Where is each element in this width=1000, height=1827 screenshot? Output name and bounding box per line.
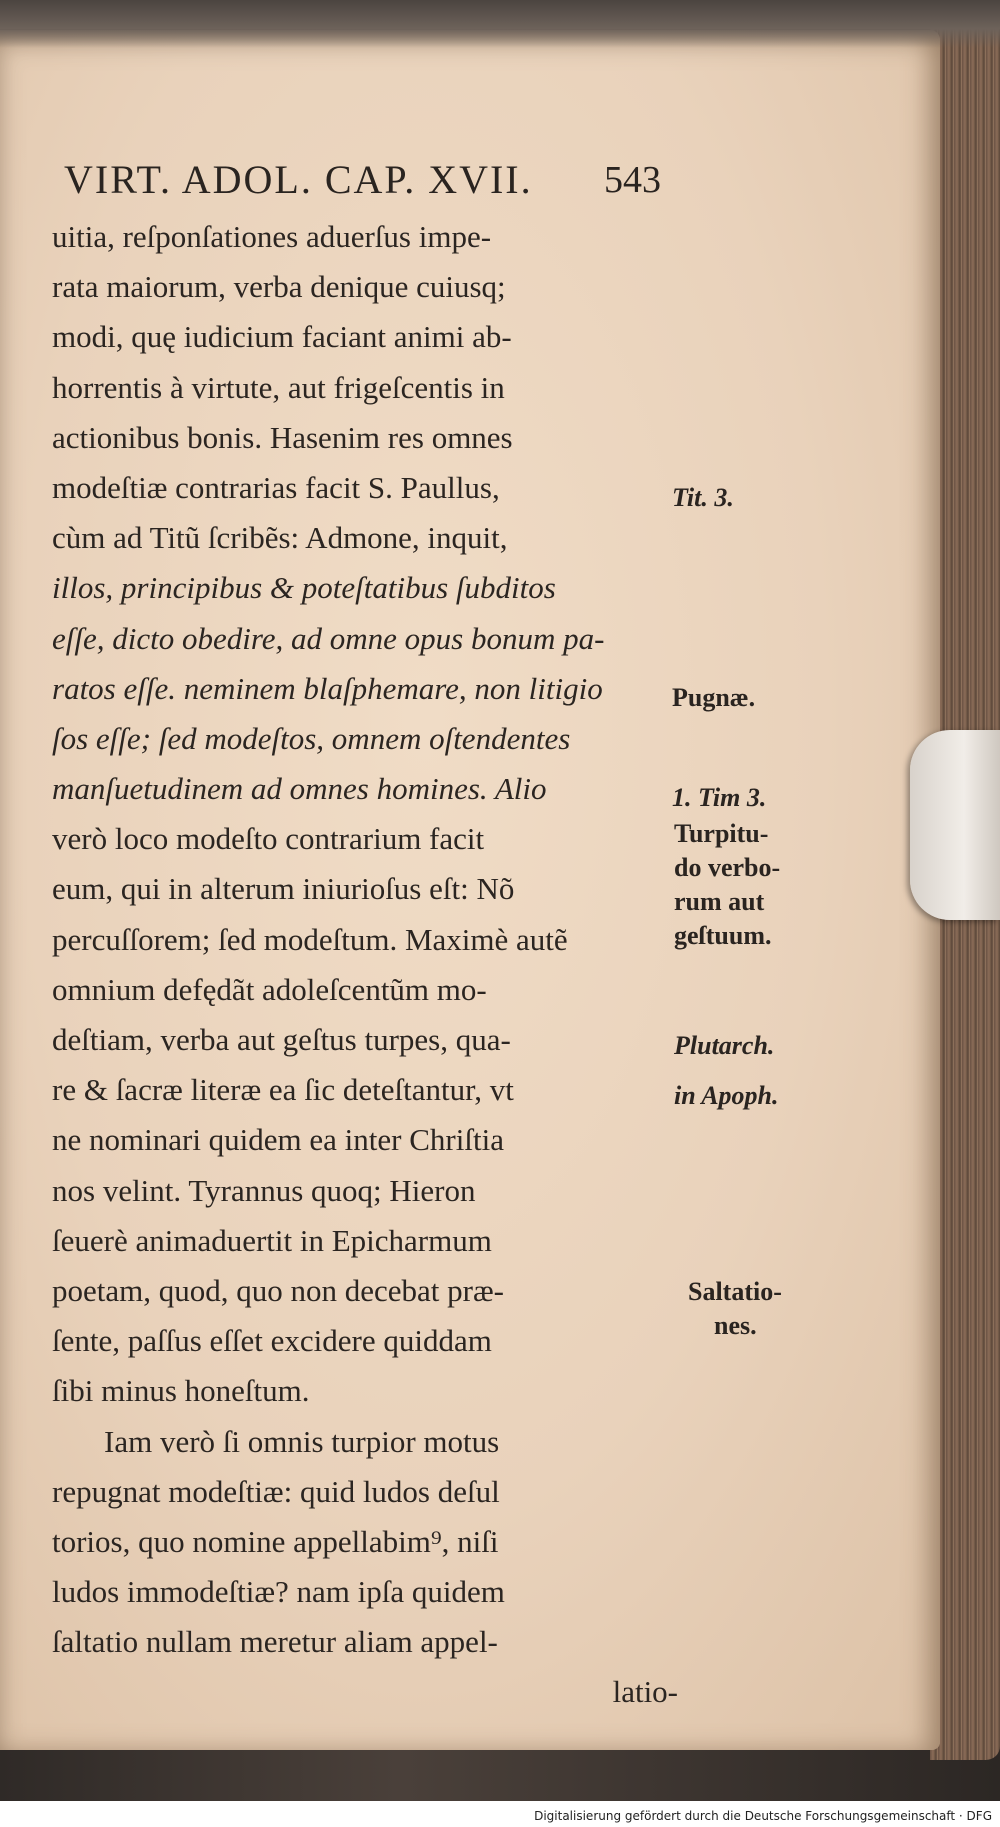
text-line: illos, principibus & poteſtatibus ſubditos (52, 570, 556, 606)
text-line: torios, quo nomine appellabim⁹, niſi (52, 1523, 499, 1559)
text-line: ne nominari quidem ea inter Chriſtia (52, 1122, 504, 1158)
text-line: horrentis à virtute, aut frigeſcentis in (52, 369, 505, 405)
marginal-note-turpitudo: rum aut (674, 887, 765, 916)
text-line: percuſſorem; ſed modeſtum. Maximè autẽ (52, 921, 568, 957)
page-clip-tab (910, 730, 1000, 920)
credit-text: Digitalisierung gefördert durch die Deutsche Forschungsgemeinschaft · DFG (534, 1809, 992, 1823)
text-line: verò loco modeſto contrarium facit (52, 821, 485, 857)
marginal-note-plutarch: in Apoph. (674, 1081, 779, 1110)
text-line: manſuetudinem ad omnes homines. Alio (52, 771, 547, 807)
text-line: omnium defędãt adoleſcentũm mo- (52, 971, 487, 1007)
text-line: ſibi minus honeſtum. (52, 1373, 310, 1409)
catchword: latio- (612, 1674, 678, 1710)
page-number: 543 (604, 159, 661, 201)
text-line: cùm ad Titũ ſcribẽs: Admone, inquit, (52, 520, 508, 556)
main-text (52, 212, 692, 1718)
marginal-note-tit: Tit. 3. (672, 483, 734, 512)
marginal-note-saltationes: nes. (714, 1311, 757, 1340)
marginal-note-saltationes: Saltatio- (688, 1277, 782, 1306)
text-line: re & ſacræ literæ ea ſic deteſtantur, vt (52, 1072, 514, 1108)
marginal-note-turpitudo: do verbo- (674, 853, 781, 882)
binding-shadow (0, 0, 1000, 48)
text-line: deſtiam, verba aut geſtus turpes, qua- (52, 1022, 511, 1057)
credit-bar (0, 1801, 1000, 1827)
text-line: ludos immodeſtiæ? nam ipſa quidem (52, 1574, 505, 1610)
text-line: eum, qui in alterum iniurioſus eſt: Nõ (52, 871, 515, 907)
text-line: repugnat modeſtiæ: quid ludos deſul (52, 1473, 500, 1509)
text-line: poetam, quod, quo non decebat præ- (52, 1272, 504, 1308)
running-head: VIRT. ADOL. CAP. XVII. (64, 157, 533, 202)
marginal-note-pugnae: Pugnæ. (672, 683, 756, 712)
text-line: ſos eſſe; ſed modeſtos, omnem oſtendentes (52, 720, 571, 756)
text-line: uitia, reſponſationes aduerſus impe- (52, 219, 492, 254)
text-line: nos velint. Tyrannus quoq; Hieron (52, 1172, 476, 1208)
text-line: modeſtiæ contrarias facit S. Paullus, (52, 469, 500, 505)
marginal-note-turpitudo: Turpitu- (674, 819, 769, 848)
text-line: rata maiorum, verba denique cuiusq; (52, 269, 506, 305)
text-line: eſſe, dicto obedire, ad omne opus bonum pa- (52, 620, 605, 656)
marginal-note-plutarch: Plutarch. (674, 1031, 775, 1060)
text-line: actionibus bonis. Hasenim res omnes (52, 419, 513, 455)
marginal-note-tim: 1. Tim 3. (672, 783, 767, 812)
text-line: modi, quę iudicium faciant animi ab- (52, 319, 512, 355)
text-line: ſeuerè animaduertit in Epicharmum (52, 1222, 492, 1258)
text-line: ſaltatio nullam meretur aliam appel- (52, 1624, 498, 1660)
marginal-note-turpitudo: geſtuum. (674, 921, 772, 950)
text-line: ſente, paſſus eſſet excidere quiddam (52, 1323, 492, 1359)
text-line: ratos eſſe. neminem blaſphemare, non litigio (52, 670, 603, 706)
text-line: Iam verò ſi omnis turpior motus (104, 1423, 500, 1459)
